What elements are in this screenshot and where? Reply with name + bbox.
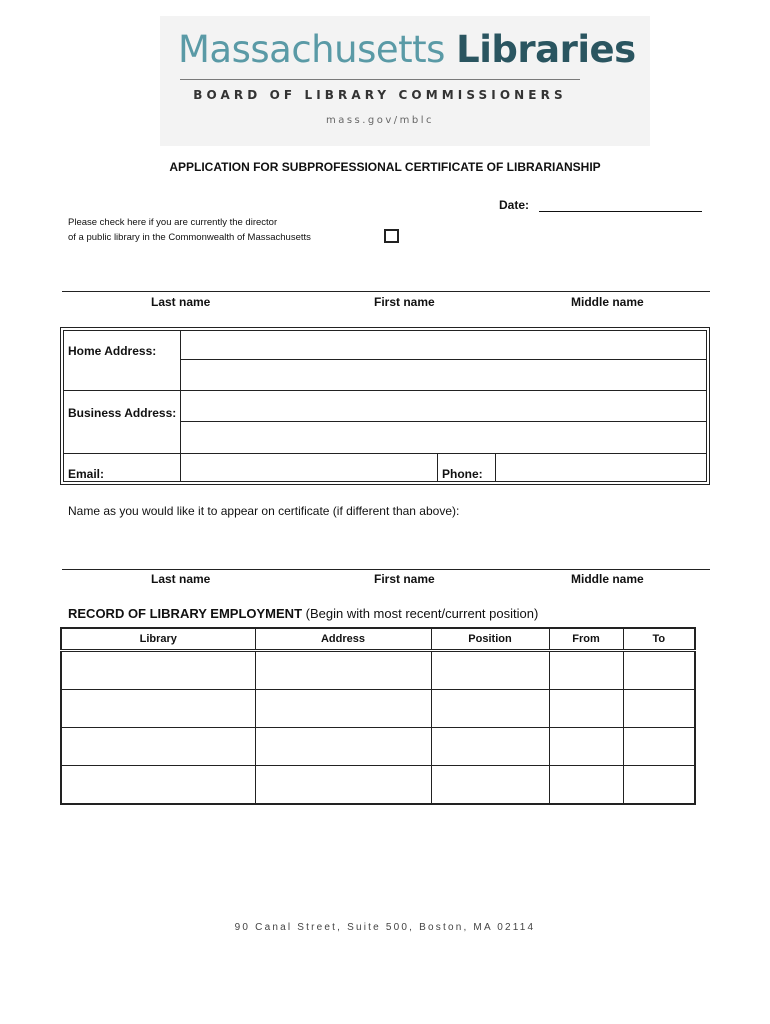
from-cell[interactable] bbox=[549, 651, 623, 690]
cert-first-name-label: First name bbox=[374, 572, 435, 586]
phone-label: Phone: bbox=[442, 467, 483, 481]
library-cell[interactable] bbox=[61, 690, 255, 728]
logo-divider bbox=[180, 79, 580, 80]
employment-table bbox=[60, 627, 696, 805]
email-field[interactable] bbox=[182, 455, 436, 481]
col-position: Position bbox=[431, 628, 549, 651]
employment-title-note: (Begin with most recent/current position) bbox=[302, 606, 539, 621]
col-from: From bbox=[549, 628, 623, 651]
certificate-name-line[interactable] bbox=[62, 569, 710, 570]
email-label: Email: bbox=[68, 467, 105, 481]
position-cell[interactable] bbox=[431, 651, 549, 690]
certificate-name-prompt: Name as you would like it to appear on certificate (if different than above): bbox=[68, 504, 460, 518]
logo-word-libraries: Libraries bbox=[456, 28, 636, 71]
business-address-field-1[interactable] bbox=[182, 392, 706, 420]
email-phone-divider-right bbox=[495, 453, 496, 482]
from-cell[interactable] bbox=[549, 690, 623, 728]
address-cell[interactable] bbox=[255, 728, 431, 766]
position-cell[interactable] bbox=[431, 728, 549, 766]
position-cell[interactable] bbox=[431, 690, 549, 728]
address-cell[interactable] bbox=[255, 651, 431, 690]
to-cell[interactable] bbox=[623, 766, 695, 805]
table-row bbox=[61, 651, 695, 690]
director-note-line1: Please check here if you are currently the director bbox=[68, 217, 278, 228]
business-email-divider bbox=[63, 453, 707, 454]
logo-subtitle: BOARD OF LIBRARY COMMISSIONERS bbox=[193, 88, 567, 102]
phone-field[interactable] bbox=[497, 455, 706, 481]
employment-section-title bbox=[68, 606, 538, 621]
library-cell[interactable] bbox=[61, 651, 255, 690]
first-name-label: First name bbox=[374, 295, 435, 309]
cert-middle-name-label: Middle name bbox=[571, 572, 644, 586]
business-address-divider bbox=[180, 421, 707, 422]
table-row bbox=[61, 766, 695, 805]
business-address-field-2[interactable] bbox=[182, 423, 706, 452]
col-to: To bbox=[623, 628, 695, 651]
middle-name-label: Middle name bbox=[571, 295, 644, 309]
logo-url: mass.gov/mblc bbox=[325, 115, 435, 126]
table-row bbox=[61, 728, 695, 766]
home-address-field-2[interactable] bbox=[182, 361, 706, 389]
logo-word-massachusetts: Massachusetts bbox=[178, 28, 445, 71]
home-address-divider bbox=[180, 359, 707, 360]
library-cell[interactable] bbox=[61, 728, 255, 766]
form-title: APPLICATION FOR SUBPROFESSIONAL CERTIFICATE OF LIBRARIANSHIP bbox=[169, 160, 601, 174]
library-cell[interactable] bbox=[61, 766, 255, 805]
home-business-divider bbox=[63, 390, 707, 391]
col-library: Library bbox=[61, 628, 255, 651]
last-name-label: Last name bbox=[151, 295, 211, 309]
date-label: Date: bbox=[499, 198, 530, 212]
business-address-label: Business Address: bbox=[68, 406, 177, 420]
to-cell[interactable] bbox=[623, 651, 695, 690]
to-cell[interactable] bbox=[623, 728, 695, 766]
contact-label-divider bbox=[180, 330, 181, 482]
home-address-field-1[interactable] bbox=[182, 331, 706, 358]
from-cell[interactable] bbox=[549, 766, 623, 805]
logo-title bbox=[178, 28, 636, 71]
footer-address: 90 Canal Street, Suite 500, Boston, MA 02114 bbox=[234, 922, 536, 933]
date-field[interactable] bbox=[539, 211, 702, 212]
col-address: Address bbox=[255, 628, 431, 651]
address-cell[interactable] bbox=[255, 690, 431, 728]
director-note bbox=[68, 215, 311, 245]
home-address-label: Home Address: bbox=[68, 344, 157, 358]
employment-title-bold: RECORD OF LIBRARY EMPLOYMENT bbox=[68, 606, 303, 621]
employment-header-row bbox=[61, 628, 695, 651]
to-cell[interactable] bbox=[623, 690, 695, 728]
table-row bbox=[61, 690, 695, 728]
address-cell[interactable] bbox=[255, 766, 431, 805]
email-phone-divider-left bbox=[437, 453, 438, 482]
cert-last-name-label: Last name bbox=[151, 572, 211, 586]
from-cell[interactable] bbox=[549, 728, 623, 766]
position-cell[interactable] bbox=[431, 766, 549, 805]
director-checkbox[interactable] bbox=[384, 229, 399, 243]
name-signature-line[interactable] bbox=[62, 291, 710, 292]
director-note-line2: of a public library in the Commonwealth of Massachusetts bbox=[68, 232, 311, 243]
